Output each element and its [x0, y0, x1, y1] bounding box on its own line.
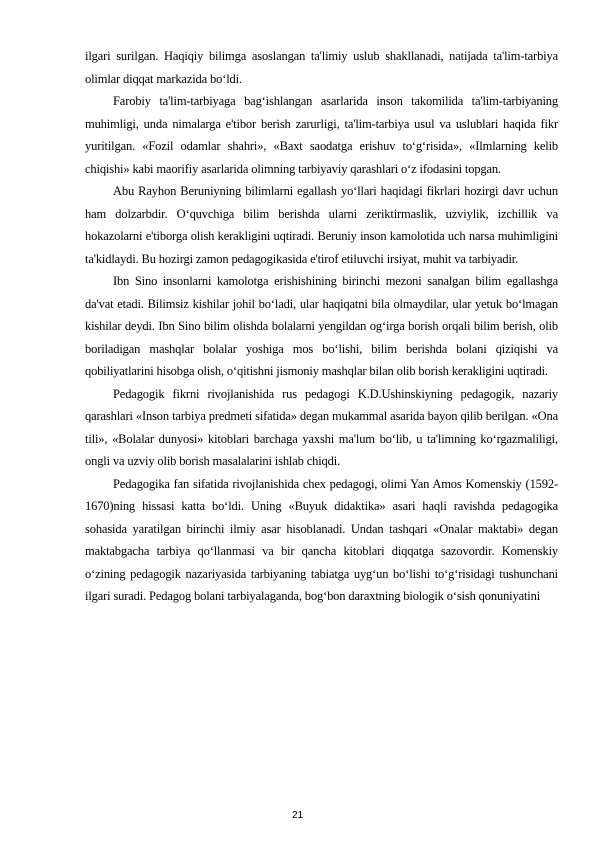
paragraph-beruniy: Abu Rayhon Beruniyning bilimlarni egallash yo‘llari haqidagi fikrlari hozirgi davr uchun ham dolzarbdir. O‘quvchiga bilim berishda ularni zeriktirmaslik, uzviylik, izchillik va hokazolarni e'tiborga olish kerakligini uqtiradi. Beruniy inson kamolotida uch narsa muhimligini ta'kidlaydi. Bu hozirgi zamon pedagogikasida e'tirof etiluvchi irsiyat, muhit va tarbiyadir. [85, 184, 558, 266]
paragraph-komenskiy: Pedagogika fan sifatida rivojlanishida chex pedagogi, olimi Yan Amos Komenskiy (1592-1670)ning hissasi katta bo‘ldi. Uning «Buyuk didaktika» asari haqli ravishda pedagogika sohasida yaratilgan birinchi ilmiy asar hisoblanadi. Undan tashqari «Onalar maktabi» degan maktabgacha tarbiya qo‘llanmasi va bir qancha kitoblari diqqatga sazovordir. Komenskiy o‘zining pedagogik nazariyasida tarbiyaning tabiatga uyg‘un bo‘lishi to‘g‘risidagi tushunchani ilgari suradi. Pedagog bolani tarbiyalaganda, bog‘bon daraxtning biologik o‘sish qonuniyatini [85, 476, 558, 603]
page-number: 21 [291, 810, 304, 821]
paragraph-ushinskiy: Pedagogik fikrni rivojlanishida rus pedagogi K.D.Ushinskiyning pedagogik, nazariy qarashlari «Inson tarbiya predmeti sifatida» degan mukammal asarida bayon qilib berilgan. «Ona tili», «Bolalar dunyosi» kitoblari barchaga yaxshi ma'lum bo‘lib, u ta'limning ko‘rgazmaliligi, ongli va uzviy olib borish masalalarini ishlab chiqdi. [85, 386, 558, 468]
paragraph-ibn-sino: Ibn Sino insonlarni kamolotga erishishining birinchi mezoni sanalgan bilim egallashga da'vat etadi. Bilimsiz kishilar johil bo‘ladi, ular haqiqatni bila olmaydilar, ular yetuk bo‘lmagan kishilar deydi. Ibn Sino bilim olishda bolalarni yengildan og‘irga borish orqali bilim berish, olib boriladigan mashqlar bolalar yoshiga mos bo‘lishi, bilim berishda bolani qiziqishi va qobiliyatlarini hisobga olish, o‘qitishni jismoniy mashqlar bilan olib borish kerakligini uqtiradi. [85, 274, 558, 378]
paragraph-farobiy: Farobiy ta'lim-tarbiyaga bag‘ishlangan asarlarida inson takomilida ta'lim-tarbiyaning muhimligi, unda nimalarga e'tibor berish zarurligi, ta'lim-tarbiya usul va uslublari haqida fikr yuritilgan. «Fozil odamlar shahri», «Baxt saodatga erishuv to‘g‘risida», «Ilmlarning kelib chiqishi» kabi maorifiy asarlarida olimning tarbiyaviy qarashlari o‘z ifodasini topgan. [85, 94, 558, 176]
document-body [85, 45, 558, 608]
paragraph-continuation: ilgari surilgan. Haqiqiy bilimga asoslangan ta'limiy uslub shakllanadi, natijada ta'lim-tarbiya olimlar diqqat markazida bo‘ldi. [85, 49, 558, 86]
